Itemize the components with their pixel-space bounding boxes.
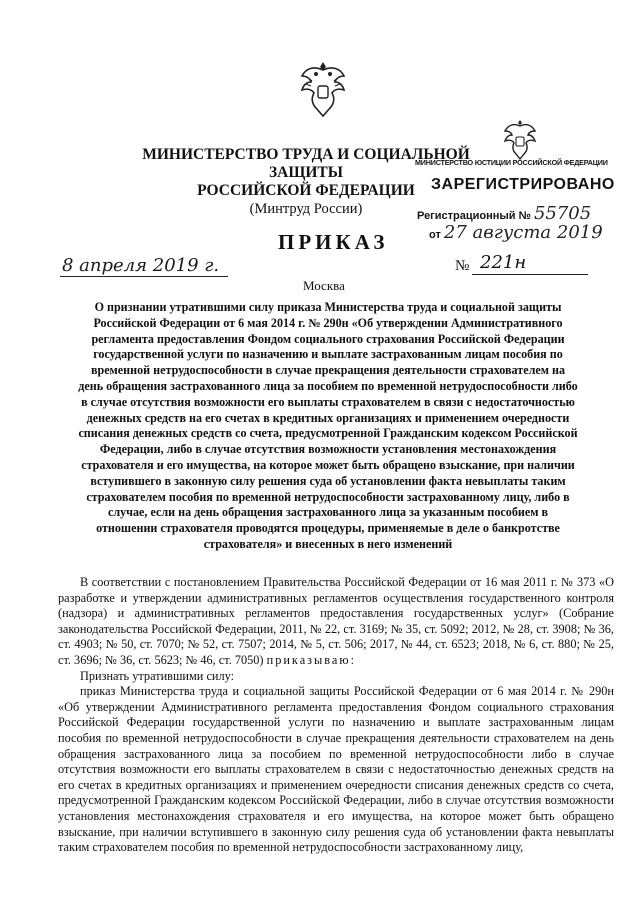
order-verb: приказываю:	[266, 652, 356, 667]
stamp-date-value: 27 августа 2019	[443, 222, 603, 243]
coat-of-arms-icon	[298, 60, 348, 118]
stamp-registered-label: ЗАРЕГИСТРИРОВАНО	[431, 176, 615, 193]
ministry-name-line2: РОССИЙСКОЙ ФЕДЕРАЦИИ	[197, 182, 415, 199]
order-date: 8 апреля 2019 г.	[62, 255, 220, 276]
body-paragraph-2: Признать утратившими силу:	[80, 668, 235, 683]
order-heading: О признании утратившими силу приказа Министерства труда и социальной защиты Российской Федерации от 6 мая 2014 г. № 290н «Об утверждении Административного регламента предоставления Фондом социального страхования Российской Федерации государственной услуги по назначению и выплате застрахованным лицам пособия по временной нетрудоспособности в случае прекращения деятельности страхователем на день обращения застрахованного лица за пособием по временной нетрудоспособности либо в случае отсутствия возможности его выплаты страхователем в связи с недостаточностью денежных средств на его счетах в кредитных организациях и применением очередности списания денежных средств со счета, предусмотренной Гражданским кодексом Российской Федерации, либо в случае отсутствия возможности установления местонахождения страхователя и его имущества, на которое может быть обращено взыскание, при наличии вступившего в законную силу решения суда об установлении факта невыплаты таким страхователем пособия по временной нетрудоспособности застрахованному лицу, либо в случае, если на день обращения застрахованного лица за указанным пособием в отношении страхователя проводятся процедуры, применяемые в деле о банкротстве страхователя» и внесенных в него изменений	[78, 300, 578, 551]
order-number-label: №	[455, 258, 470, 274]
ministry-name-line1: МИНИСТЕРСТВО ТРУДА И СОЦИАЛЬНОЙ ЗАЩИТЫ	[142, 146, 470, 181]
stamp-emblem-icon	[503, 120, 537, 160]
date-underline	[60, 276, 228, 277]
order-title: ПРИКАЗ	[278, 230, 389, 254]
stamp-reg-number-row	[417, 203, 591, 224]
ministry-short-name: (Минтруд России)	[249, 201, 363, 217]
stamp-reg-number: 55705	[533, 203, 592, 224]
stamp-date-label: от	[429, 229, 441, 241]
number-underline	[472, 274, 588, 275]
registration-stamp	[415, 120, 620, 245]
body-paragraph-3: приказ Министерства труда и социальной защиты Российской Федерации от 6 мая 2014 г. № 290н «Об утверждении Административного регламента предоставления Фондом социального страхования Российской Федерации государственной услуги по назначению и выплате застрахованным лицам пособия по временной нетрудоспособности в случае прекращения деятельности страхователем на день обращения застрахованного лица за пособием по временной нетрудоспособности либо в случае отсутствия возможности его выплаты страхователем в связи с недостаточностью денежных средств на его счетах в кредитных организациях и применением очередности списания денежных средств со счета, предусмотренной Гражданским кодексом Российской Федерации, либо в случае отсутствия возможности установления местонахождения страхователя и его имущества, на которое может быть обращено взыскание, при наличии вступившего в законную силу решения суда об установлении факта невыплаты таким страхователем пособия по временной нетрудоспособности застрахованному лицу,	[58, 684, 614, 855]
stamp-authority: МИНИСТЕРСТВО ЮСТИЦИИ РОССИЙСКОЙ ФЕДЕРАЦИИ	[415, 158, 608, 167]
order-number: 221н	[480, 252, 527, 273]
body-paragraph-1-text: В соответствии с постановлением Правительства Российской Федерации от 16 мая 2011 г. № 373 «О разработке и утверждении административных регламентов осуществления государственного контроля (надзора) и административных регламентов предоставления государственных услуг» (Собрание законодательства Российской Федерации, 2011, № 22, ст. 3169; № 35, ст. 5092; 2012, № 28, ст. 3908; № 36, ст. 4903; № 50, ст. 7070; № 52, ст. 7507; 2014, № 5, ст. 506; 2017, № 44, ст. 6523; 2018, № 6, ст. 880; № 25, ст. 3696; № 36, ст. 5623; № 46, ст. 7050)	[58, 575, 614, 667]
stamp-date-row	[429, 222, 603, 243]
order-body	[58, 575, 614, 856]
order-city: Москва	[303, 278, 345, 293]
stamp-reg-number-label: Регистрационный №	[417, 210, 531, 222]
body-paragraph-1	[58, 575, 614, 669]
